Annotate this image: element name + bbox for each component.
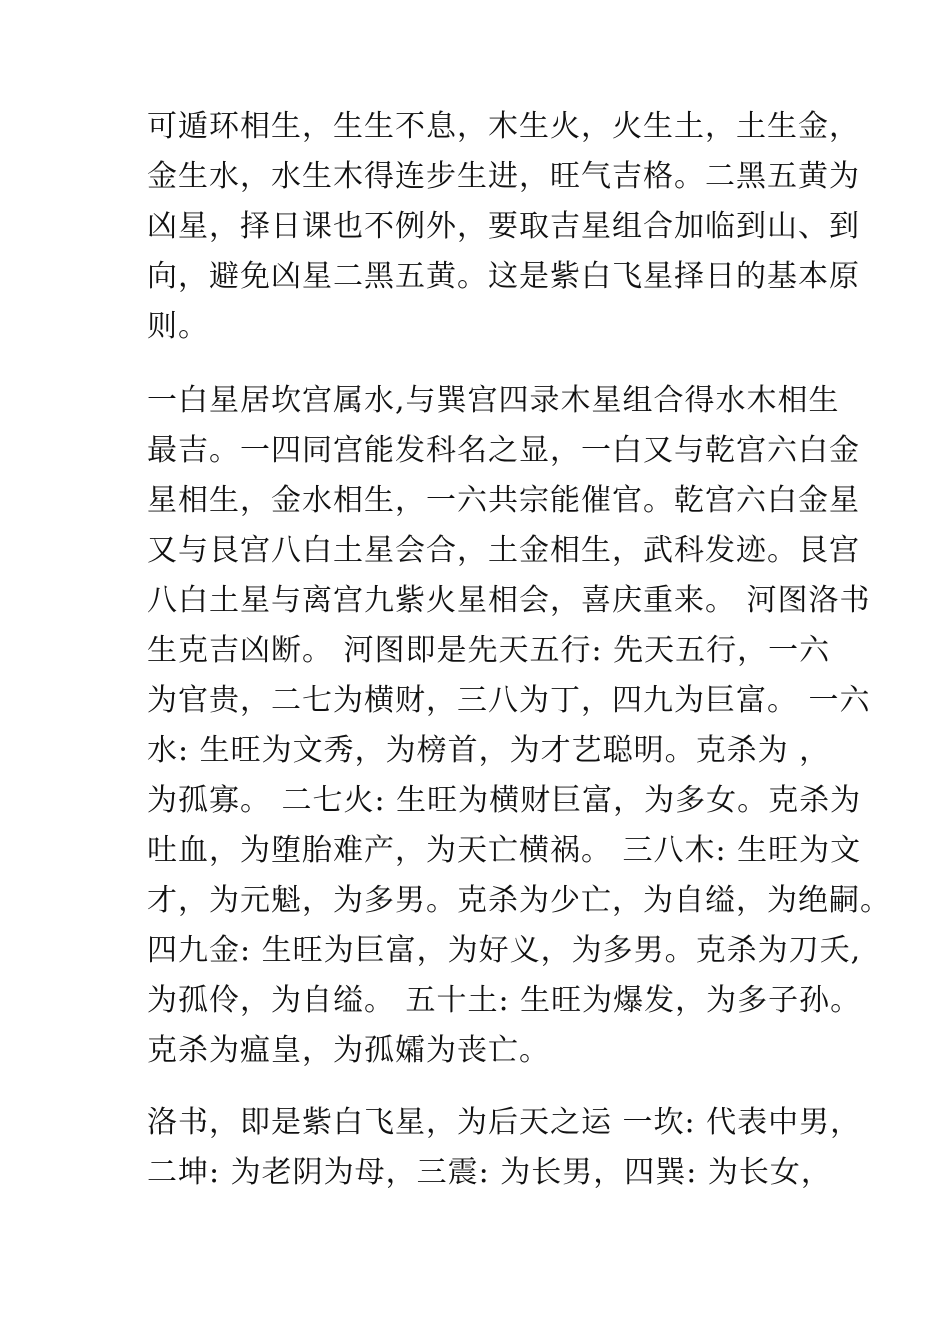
text-line: 为孤伶，为自缢。 五十土: 生旺为爆发，为多子孙。 [147, 983, 862, 1018]
text-line: 生克吉凶断。 河图即是先天五行: 先天五行，一六 [147, 633, 831, 668]
text-line: 才，为元魁，为多男。克杀为少亡，为自缢，为绝嗣。 [147, 883, 891, 918]
text-line: 向，避免凶星二黑五黄。这是紫白飞星择日的基本原 [147, 259, 860, 294]
text-line: 克杀为瘟皇，为孤孀为丧亡。 [147, 1033, 550, 1068]
text-line: 一白星居坎宫属水,与巽宫四录木星组合得水木相生 [147, 383, 840, 418]
text-line: 二坤: 为老阴为母，三震: 为长男，四巽: 为长女， [147, 1155, 832, 1190]
text-line: 四九金: 生旺为巨富，为好义，为多男。克杀为刀夭, [147, 933, 862, 968]
text-line: 又与艮宫八白土星会合，土金相生，武科发迹。艮宫 [147, 533, 860, 568]
text-line: 最吉。一四同宫能发科名之显，一白又与乾宫六白金 [147, 433, 860, 468]
text-line: 八白土星与离宫九紫火星相会，喜庆重来。 河图洛书 [147, 583, 871, 618]
text-line: 洛书，即是紫白飞星，为后天之运 一坎: 代表中男， [147, 1105, 862, 1140]
text-line: 为官贵，二七为横财，三八为丁，四九为巨富。 一六 [147, 683, 871, 718]
text-line: 则。 [147, 309, 209, 344]
text-line: 金生水，水生木得连步生进，旺气吉格。二黑五黄为 [147, 159, 860, 194]
text-line: 吐血，为堕胎难产，为天亡横祸。 三八木: 生旺为文 [147, 833, 862, 868]
text-line: 可遁环相生，生生不息，木生火，火生土，土生金， [147, 109, 860, 144]
text-line: 水: 生旺为文秀，为榜首，为才艺聪明。克杀为 ， [147, 733, 831, 768]
text-line: 星相生，金水相生，一六共宗能催官。乾宫六白金星 [147, 483, 860, 518]
text-line: 凶星，择日课也不例外，要取吉星组合加临到山、到 [147, 209, 860, 244]
text-line: 为孤寡。 二七火: 生旺为横财巨富，为多女。克杀为 [147, 783, 862, 818]
